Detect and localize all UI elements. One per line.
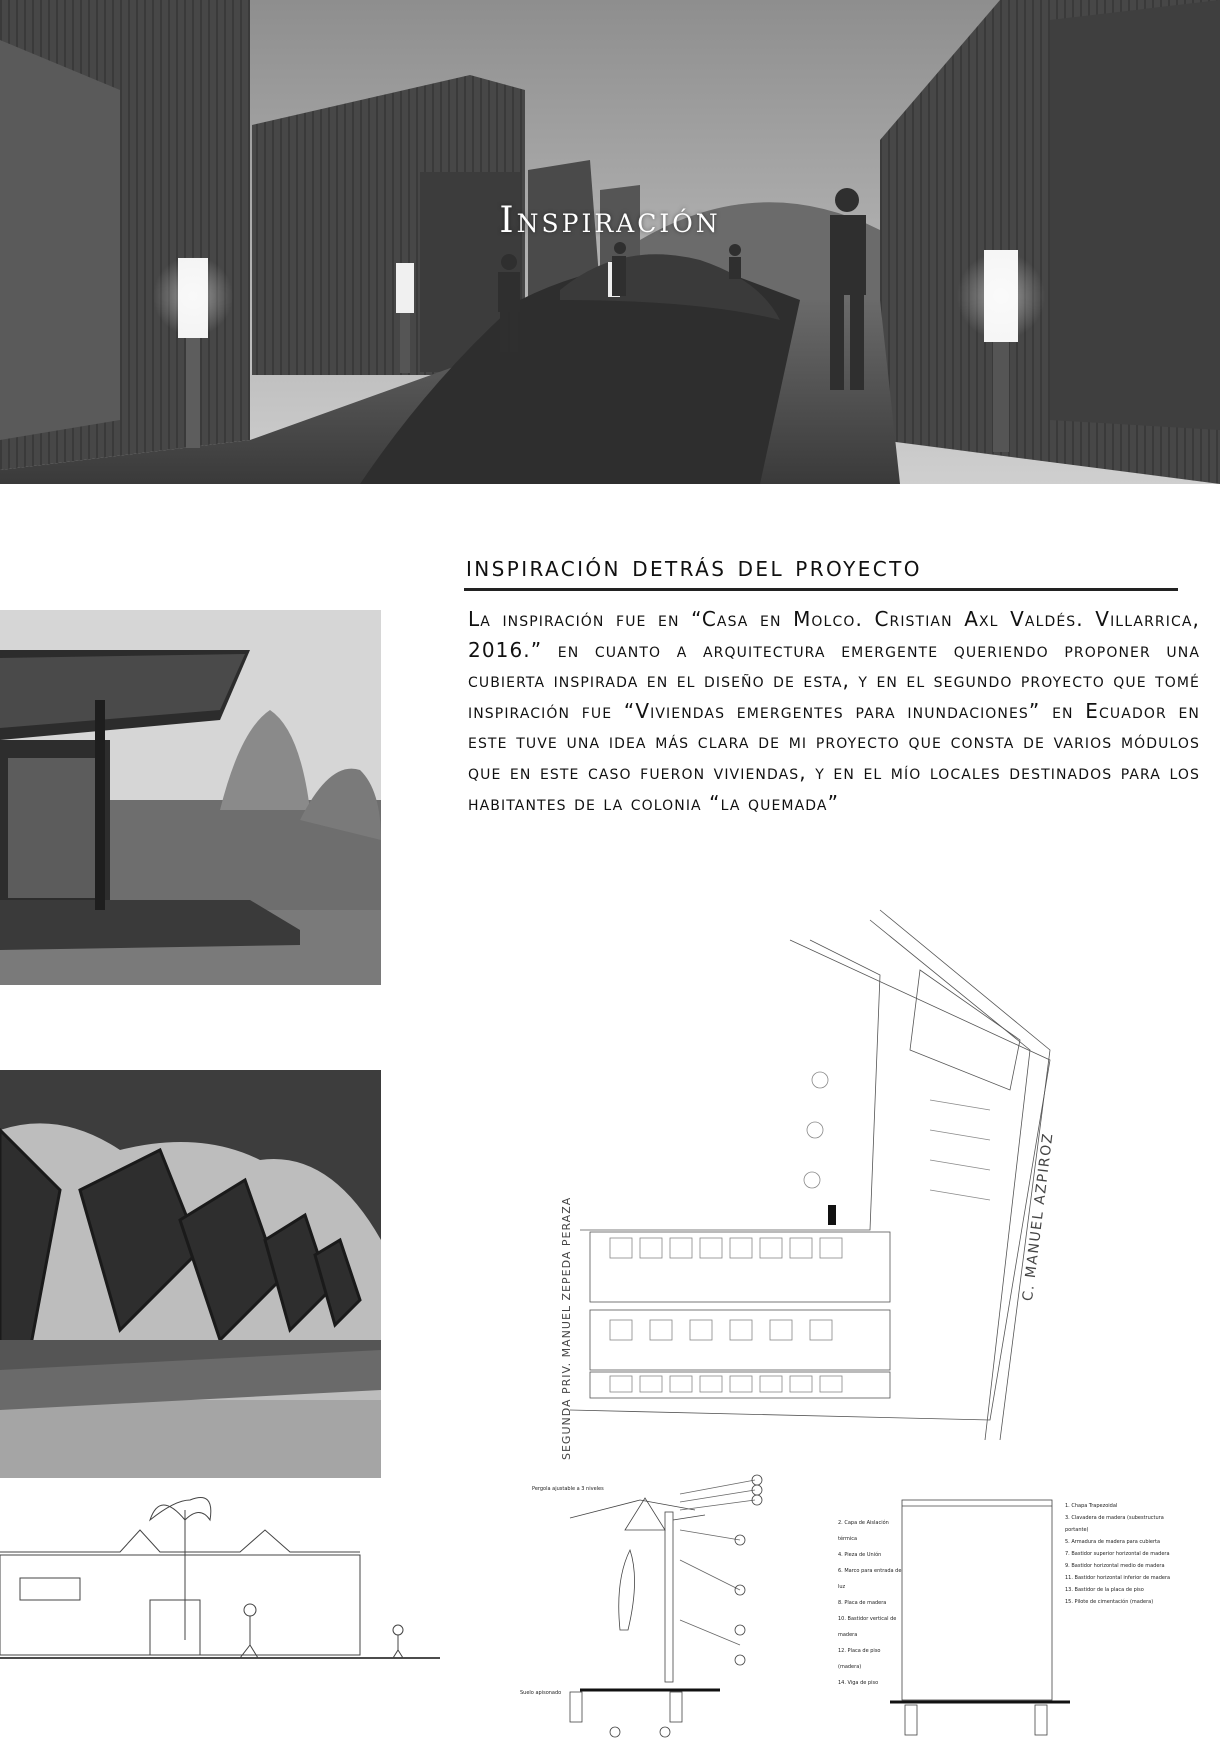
detail-label-12: 12. Placa de piso (madera) <box>838 1648 881 1670</box>
detail-label-6: 6. Marco para entrada de luz <box>838 1568 902 1590</box>
viviendas-emergentes-scene <box>0 1070 381 1478</box>
construction-section-drawing <box>530 1470 790 1740</box>
section-body-text: La inspiración fue en “Casa en Molco. Cristian Axl Valdés. Villarrica, 2016.” en cuanto a arquitectura emergente queriendo proponer una cubierta inspirada en el diseño de esta, y en el segundo proyecto que tomé inspiración fue “Viviendas emergentes para inundaciones” en Ecuador en este tuve una idea más clara de mi proyecto que consta de varios módulos que en este caso fueron viviendas, y en el mío locales destinados para los habitantes de la colonia “la quemada” <box>468 607 1200 815</box>
site-plan-svg <box>550 900 1110 1440</box>
street-label-right: C. MANUEL AZPIROZ <box>1020 1131 1057 1302</box>
elevation-drawing <box>0 1480 440 1690</box>
hero-render-scene <box>0 0 1220 484</box>
detail-label-5: 5. Armadura de madera para cubierta <box>1065 1539 1161 1545</box>
detail-label-10: 10. Bastidor vertical de madera <box>838 1616 897 1638</box>
pergola-label: Pergola ajustable a 3 niveles <box>532 1486 604 1492</box>
detail-label-7: 7. Bastidor superior horizontal de madera <box>1065 1551 1170 1557</box>
heading-underline <box>464 588 1178 591</box>
elevation-svg <box>0 1480 440 1690</box>
street-label-left: SEGUNDA PRIV. MANUEL ZEPEDA PERAZA <box>560 1196 573 1460</box>
hero-title: Inspiración <box>499 200 721 241</box>
viviendas-emergentes-photo <box>0 1070 381 1478</box>
hero-render-image <box>0 0 1220 484</box>
site-plan-drawing <box>550 900 1110 1440</box>
detail-label-4: 4. Pieza de Unión <box>838 1552 882 1558</box>
detail-labels-left <box>838 1515 902 1691</box>
section-heading: inspiración detrás del proyecto <box>466 550 922 583</box>
detail-label-11: 11. Bastidor horizontal inferior de madera <box>1065 1575 1171 1581</box>
detail-label-1: 1. Chapa Trapezoidal <box>1065 1503 1118 1509</box>
detail-label-13: 13. Bastidor de la placa de piso <box>1065 1587 1144 1593</box>
detail-label-2: 2. Capa de Aislación térmica <box>838 1520 889 1542</box>
ground-label: Suelo apisonado <box>520 1690 562 1696</box>
casa-molco-photo <box>0 610 381 985</box>
detail-label-9: 9. Bastidor horizontal medio de madera <box>1065 1563 1165 1569</box>
detail-label-8: 8. Placa de madera <box>838 1600 887 1606</box>
detail-labels-right <box>1065 1500 1185 1608</box>
detail-label-15: 15. Pilote de cimentación (madera) <box>1065 1599 1154 1605</box>
casa-molco-scene <box>0 610 381 985</box>
detail-label-3: 3. Clavadera de madera (subestructura portante) <box>1065 1515 1164 1533</box>
construction-section-svg <box>530 1470 790 1740</box>
detail-label-14: 14. Viga de piso <box>838 1680 879 1686</box>
